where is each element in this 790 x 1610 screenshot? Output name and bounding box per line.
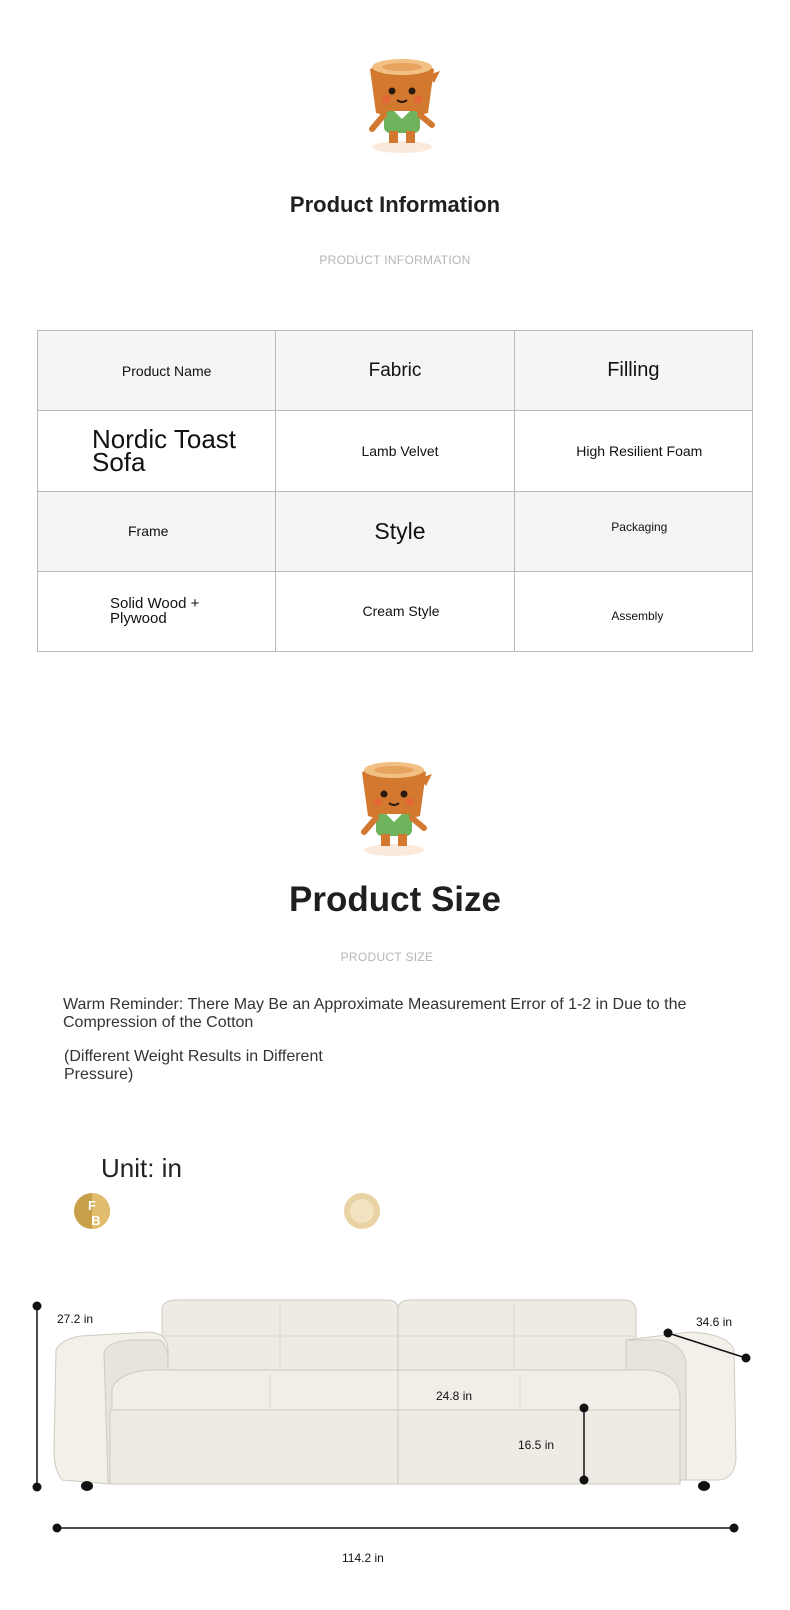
spec-label-frame: Frame (128, 523, 169, 540)
table-row (38, 571, 753, 651)
spec-label-packaging: Packaging (611, 520, 668, 535)
spec-label-product-name: Product Name (121, 362, 212, 379)
spec-value-product-name: Nordic Toast Sofa (92, 423, 237, 477)
swatch-icon (343, 1192, 381, 1230)
section-subtitle: PRODUCT SIZE (340, 950, 434, 964)
spec-value-filling: High Resilient Foam (576, 442, 703, 459)
page-subtitle: PRODUCT INFORMATION (319, 253, 471, 267)
table-row (38, 491, 753, 571)
svg-text:B: B (91, 1213, 101, 1228)
warm-reminder: Warm Reminder: There May Be an Approximate Measurement Error of 1-2 in Due to the Compression of the Cotton (63, 996, 687, 1031)
section-title: Product Size (289, 880, 501, 919)
dimension-width-label: 114.2 in (342, 1551, 384, 1565)
svg-text:F: F (88, 1198, 96, 1213)
sofa-dimension-diagram (0, 1290, 790, 1610)
mascot-icon (362, 55, 442, 155)
sofa-illustration (54, 1300, 736, 1491)
swatch-icon (73, 1192, 111, 1230)
page-title: Product Information (289, 192, 501, 217)
spec-label-filling: Filling (607, 359, 660, 382)
dimension-seat-height-label: 16.5 in (518, 1438, 555, 1452)
dimension-height-label: 27.2 in (57, 1312, 94, 1326)
spec-label-style: Style (374, 517, 426, 544)
spec-value-frame: Solid Wood + Plywood (110, 595, 200, 628)
table-row (38, 331, 753, 411)
spec-value-fabric: Lamb Velvet (361, 442, 439, 459)
unit-label: Unit: in (101, 1153, 182, 1183)
table-row (38, 411, 753, 491)
dimension-depth-label: 34.6 in (696, 1315, 733, 1329)
spec-value-packaging: Assembly (611, 609, 664, 624)
pressure-note: (Different Weight Results in Different Pressure) (64, 1048, 323, 1083)
spec-label-fabric: Fabric (368, 359, 422, 381)
mascot-icon (354, 758, 434, 858)
dimension-seat-depth-label: 24.8 in (436, 1389, 473, 1403)
spec-value-style: Cream Style (362, 603, 440, 620)
spec-table (37, 330, 753, 652)
